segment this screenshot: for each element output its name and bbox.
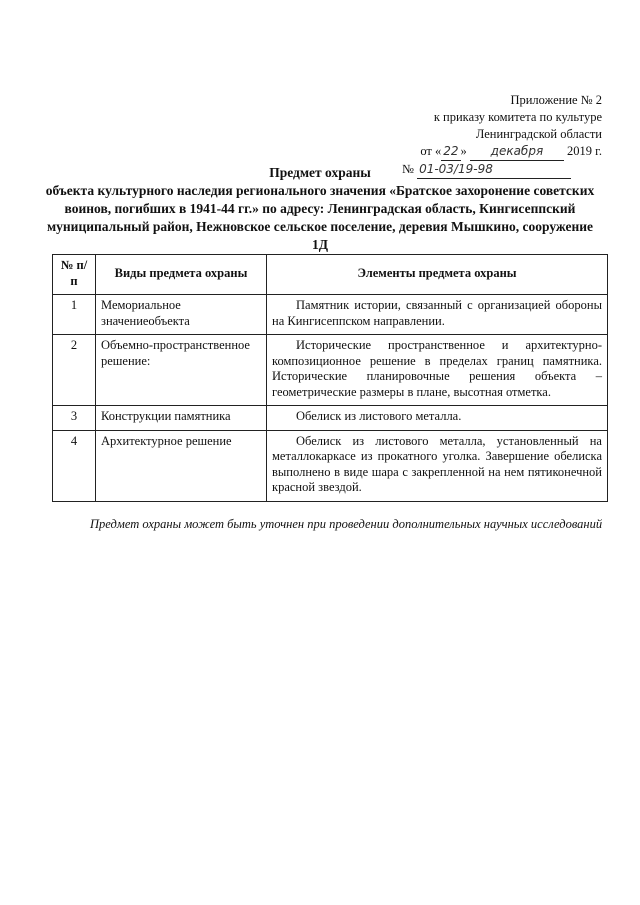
row-number: 2 [53,335,96,406]
protection-table [52,254,608,502]
row-type: Мемориальное значениеобъекта [96,295,267,335]
date-day: 22 [441,143,460,161]
title-subtitle: объекта культурного наследия регионального значения «Братское захоронение советских воинов, погибших в 1941-44 гг.» по адресу: Ленинградская область, Кингисеппский муниципальный район, Нежновское сельское поселение, деревия Мышкино, сооружение 1Д [45,183,595,252]
row-number: 3 [53,406,96,431]
date-mid: » [460,144,467,158]
appendix-order: к приказу комитета по культуре [433,110,602,124]
appendix-region: Ленинградской области [475,127,602,141]
appendix-date [372,143,602,161]
date-year: 2019 г. [567,144,602,158]
date-prefix: от « [420,144,442,158]
row-type: Объемно-пространственное решение: [96,335,267,406]
number-prefix: № [402,162,414,176]
number-value: 01-03/19-98 [417,161,571,179]
header-elements: Элементы предмета охраны [267,255,608,295]
table-header-row [53,255,608,295]
date-month: декабря [470,143,564,161]
row-elements: Обелиск из листового металла, установленный на металлокаркасе из прокатного уголка. Завершение обелиска выполнено в виде шара с закрепленной на нем пятиконечной красной звездой. [267,430,608,501]
row-type: Архитектурное решение [96,430,267,501]
row-number: 1 [53,295,96,335]
row-number: 4 [53,430,96,501]
appendix-title: Приложение № 2 [510,93,602,107]
footnote: Предмет охраны может быть уточнен при проведении дополнительных научных исследований [90,517,603,531]
title-main: Предмет охраны [269,165,371,180]
table-row [53,335,608,406]
header-type: Виды предмета охраны [96,255,267,295]
header-number: № п/п [53,255,96,295]
row-elements: Памятник истории, связанный с организацией обороны на Кингисеппском направлении. [267,295,608,335]
table-row [53,295,608,335]
row-elements: Исторические пространственное и архитектурно-композиционное решение в пределах границ памятника. Исторические планировочные решения объекта – геометрические размеры в плане, высотная отметка. [267,335,608,406]
row-type: Конструкции памятника [96,406,267,431]
table-row [53,406,608,431]
row-elements: Обелиск из листового металла. [267,406,608,431]
table-row [53,430,608,501]
document-title [38,164,602,254]
